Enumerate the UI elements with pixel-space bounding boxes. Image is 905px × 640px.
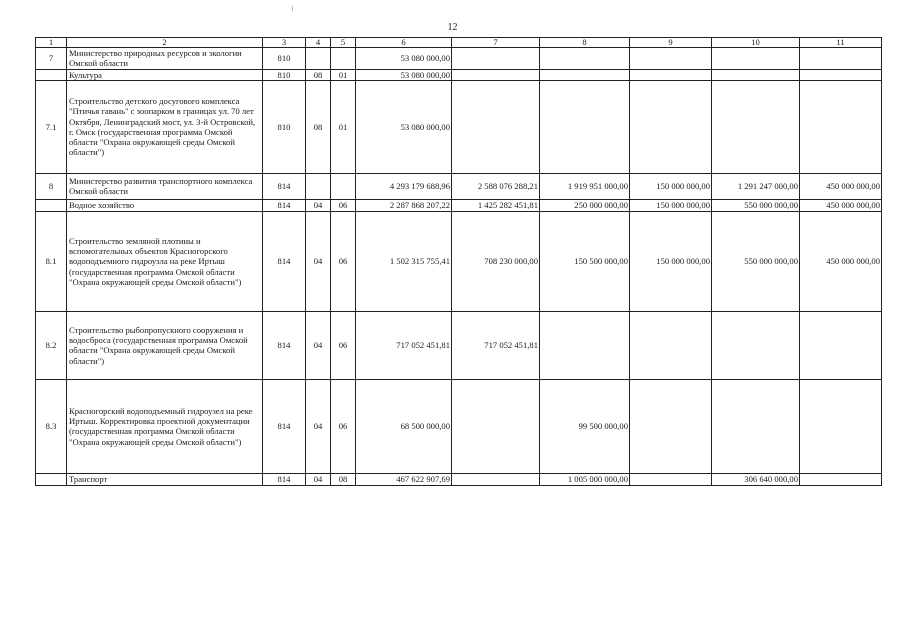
- row-number: [36, 199, 67, 211]
- amount-col-8: [540, 311, 630, 379]
- amount-col-8: 99 500 000,00: [540, 379, 630, 473]
- header-cell: 11: [800, 38, 882, 48]
- row-number: 7: [36, 48, 67, 70]
- amount-col-9: [630, 80, 712, 173]
- amount-col-8: 250 000 000,00: [540, 199, 630, 211]
- row-name: Строительство рыбопропускного сооружения и водосброса (государственная программа Омской области "Охрана окружающей среды Омской области"): [67, 311, 263, 379]
- table-row: [36, 80, 882, 173]
- code-ministry: 814: [263, 311, 306, 379]
- amount-col-7: [452, 379, 540, 473]
- amount-col-9: [630, 379, 712, 473]
- scan-artifact-mark: [292, 6, 293, 11]
- table-row: [36, 311, 882, 379]
- header-cell: 6: [356, 38, 452, 48]
- amount-col-10: 550 000 000,00: [712, 199, 800, 211]
- code-subsection: [331, 48, 356, 70]
- amount-col-7: 2 588 076 288,21: [452, 173, 540, 199]
- header-cell: 4: [306, 38, 331, 48]
- amount-col-7: 708 230 000,00: [452, 211, 540, 311]
- amount-col-10: [712, 311, 800, 379]
- amount-col-8: 1 005 000 000,00: [540, 473, 630, 485]
- row-number: [36, 473, 67, 485]
- amount-col-11: 450 000 000,00: [800, 211, 882, 311]
- row-name: Красногорский водоподъемный гидроузел на реке Иртыш. Корректировка проектной документации (государственная программа Омской области "Охрана окружающей среды Омской области"): [67, 379, 263, 473]
- code-subsection: 06: [331, 199, 356, 211]
- table-row: [36, 473, 882, 485]
- row-number: 7.1: [36, 80, 67, 173]
- amount-col-7: [452, 473, 540, 485]
- amount-col-11: [800, 473, 882, 485]
- code-ministry: 814: [263, 473, 306, 485]
- amount-col-11: 450 000 000,00: [800, 173, 882, 199]
- code-subsection: 01: [331, 69, 356, 80]
- amount-col-8: 1 919 951 000,00: [540, 173, 630, 199]
- amount-col-7: [452, 48, 540, 70]
- code-ministry: 814: [263, 173, 306, 199]
- table-row: [36, 211, 882, 311]
- amount-col-10: [712, 80, 800, 173]
- code-subsection: 08: [331, 473, 356, 485]
- column-number-row: [36, 38, 882, 48]
- code-ministry: 814: [263, 379, 306, 473]
- amount-col-7: 717 052 451,81: [452, 311, 540, 379]
- header-cell: 10: [712, 38, 800, 48]
- code-section: 04: [306, 311, 331, 379]
- amount-col-6: 2 287 868 207,22: [356, 199, 452, 211]
- row-number: 8.2: [36, 311, 67, 379]
- amount-col-10: [712, 69, 800, 80]
- page-number: 12: [447, 22, 458, 33]
- amount-col-6: 467 622 907,69: [356, 473, 452, 485]
- code-subsection: [331, 173, 356, 199]
- code-section: 04: [306, 473, 331, 485]
- amount-col-9: [630, 311, 712, 379]
- row-number: 8.1: [36, 211, 67, 311]
- amount-col-11: [800, 311, 882, 379]
- code-section: 08: [306, 80, 331, 173]
- table-row: [36, 173, 882, 199]
- row-number: [36, 69, 67, 80]
- header-cell: 3: [263, 38, 306, 48]
- row-name: Строительство детского досугового комплекса "Птичья гавань" с зоопарком в границах ул. 70 лет Октября, Ленинградский мост, ул. 3-й Островской, г. Омск (государственная программа Омской области "Охрана окружающей среды Омской области"): [67, 80, 263, 173]
- header-cell: 9: [630, 38, 712, 48]
- amount-col-10: 550 000 000,00: [712, 211, 800, 311]
- code-section: 04: [306, 211, 331, 311]
- amount-col-7: [452, 80, 540, 173]
- amount-col-8: [540, 69, 630, 80]
- header-cell: 1: [36, 38, 67, 48]
- table-row: [36, 69, 882, 80]
- amount-col-10: 1 291 247 000,00: [712, 173, 800, 199]
- code-section: 04: [306, 379, 331, 473]
- amount-col-6: 68 500 000,00: [356, 379, 452, 473]
- amount-col-11: [800, 80, 882, 173]
- code-section: 08: [306, 69, 331, 80]
- code-section: [306, 173, 331, 199]
- amount-col-6: 53 080 000,00: [356, 48, 452, 70]
- amount-col-7: 1 425 282 451,81: [452, 199, 540, 211]
- amount-col-8: 150 500 000,00: [540, 211, 630, 311]
- row-name: Культура: [67, 69, 263, 80]
- amount-col-9: [630, 69, 712, 80]
- row-name: Водное хозяйство: [67, 199, 263, 211]
- code-section: 04: [306, 199, 331, 211]
- amount-col-8: [540, 48, 630, 70]
- amount-col-11: [800, 48, 882, 70]
- table-row: [36, 379, 882, 473]
- amount-col-11: 450 000 000,00: [800, 199, 882, 211]
- amount-col-7: [452, 69, 540, 80]
- code-ministry: 814: [263, 199, 306, 211]
- header-cell: 5: [331, 38, 356, 48]
- amount-col-9: 150 000 000,00: [630, 199, 712, 211]
- row-number: 8: [36, 173, 67, 199]
- table-row: [36, 48, 882, 70]
- amount-col-6: 717 052 451,81: [356, 311, 452, 379]
- amount-col-6: 53 080 000,00: [356, 69, 452, 80]
- code-ministry: 810: [263, 80, 306, 173]
- code-subsection: 06: [331, 211, 356, 311]
- row-name: Министерство развития транспортного комплекса Омской области: [67, 173, 263, 199]
- header-cell: 7: [452, 38, 540, 48]
- header-cell: 2: [67, 38, 263, 48]
- code-ministry: 814: [263, 211, 306, 311]
- row-name: Строительство земляной плотины и вспомогательных объектов Красногорского водоподъемного гидроузла на реке Иртыш (государственная программа Омской области "Охрана окружающей среды Омской области"): [67, 211, 263, 311]
- table-row: [36, 199, 882, 211]
- row-name: Транспорт: [67, 473, 263, 485]
- amount-col-9: [630, 473, 712, 485]
- amount-col-11: [800, 69, 882, 80]
- row-number: 8.3: [36, 379, 67, 473]
- code-subsection: 06: [331, 311, 356, 379]
- amount-col-11: [800, 379, 882, 473]
- amount-col-9: 150 000 000,00: [630, 173, 712, 199]
- amount-col-9: [630, 48, 712, 70]
- amount-col-10: [712, 48, 800, 70]
- table-body: [36, 38, 882, 486]
- amount-col-9: 150 000 000,00: [630, 211, 712, 311]
- amount-col-6: 1 502 315 755,41: [356, 211, 452, 311]
- budget-table: [35, 37, 882, 486]
- amount-col-6: 53 080 000,00: [356, 80, 452, 173]
- code-ministry: 810: [263, 48, 306, 70]
- amount-col-10: [712, 379, 800, 473]
- amount-col-10: 306 640 000,00: [712, 473, 800, 485]
- amount-col-8: [540, 80, 630, 173]
- code-subsection: 06: [331, 379, 356, 473]
- code-ministry: 810: [263, 69, 306, 80]
- row-name: Министерство природных ресурсов и экологии Омской области: [67, 48, 263, 70]
- header-cell: 8: [540, 38, 630, 48]
- amount-col-6: 4 293 179 688,96: [356, 173, 452, 199]
- code-subsection: 01: [331, 80, 356, 173]
- code-section: [306, 48, 331, 70]
